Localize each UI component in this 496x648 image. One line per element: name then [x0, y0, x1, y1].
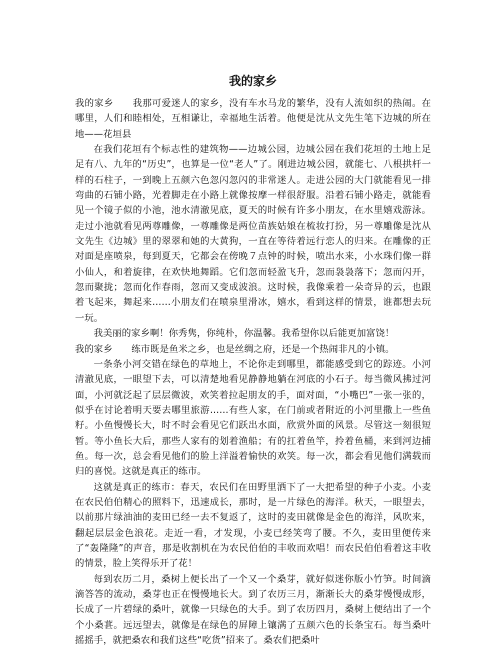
paragraph: 在我们花垣有个标志性的建筑物——边城公园，边城公园在我们花垣的土地上足足有八、九年的“历史”，也算是一位“老人”了。刚进边城公园，就能七、八根拱杆一样的石柱子，一到晚上五颜六色忽闪忽闪的非常迷人。走进公园的大门就能看见一排弯曲的石铺小路，光着脚走在小路上就像按摩一样很舒服。沿着石铺小路走，就能看见一个镜子似的小池，池水清澈见底，夏天的时候有许多小朋友，在水里嬉戏游泳。走过小池就看见两尊雕像，一尊雕像是两位苗族姑娘在梳妆打扮，另一尊雕像是沈从文先生《边城》里的翠翠和她的大黄狗，一直在等待着远行恋人的归来。在雕像的正对面是座喷泉，每到夏天，它都会在傍晚７点钟的时候，喷出水来，小水珠们像一群小仙人，和着旋律，在欢快地舞蹈。它们忽而轻盈飞升，忽而袅袅落下；忽而闪开，忽而聚拢；忽而化作春雨，忽而又变成波浪。这时候，我像乘着一朵奇异的云，也跟着飞起来，舞起来……小朋友们在喷泉里滑冰，嬉水，看到这样的情景，谁都想去玩一玩。 [75, 144, 431, 324]
paragraph: 我的家乡 练市既是鱼米之乡，也是丝绸之府，还是一个热闹非凡的小镇。 [75, 343, 395, 355]
paragraph: 我的家乡 我那可爱迷人的家乡，没有车水马龙的繁华，没有人流如织的热闹。在哪里，人们和睦相处，互相谦让，幸福地生活着。他便是沈从文先生笔下边城的所在地——花垣县 [75, 98, 431, 140]
paragraph: 我美丽的家乡啊！你秀隽，你纯朴，你温馨。我希望你以后能更加富饶！ [93, 328, 395, 340]
paragraph: 这就是真正的练市：春天，农民们在田野里洒下了一大把希望的种子小麦。小麦在农民伯伯精心的照料下，迅速成长，那时，是一片绿色的海洋。秋天，一眼望去，以前那片绿油油的麦田已经一去不复返了，这时的麦田就像是金色的海洋，风吹来，翻起层层金色浪花。走近一看，才发现，小麦已经笑弯了腰。不久，麦田里便传来了“轰隆隆”的声音，那是收割机在为农民伯伯的丰收而欢唱！而农民伯伯看着这丰收的情景，脸上笑得乐开了花！ [75, 481, 431, 570]
paragraph: 一条条小河交错在绿色的草地上，不论你走到哪里，都能感受到它的踪迹。小河清澈见底，一眼望下去，可以清楚地看见静静地躺在河底的小石子。每当微风拂过河面，小河就泛起了层层微波，欢笑着拉起朋友的手，面对面，“小嘴巴”一张一张的，似乎在讨论着明天要去哪里旅游……有些人家，在门前或者附近的小河里撒上一些鱼籽。小鱼慢慢长大，时不时会看见它们跃出水面，欣赏外面的风景。尽管这一刻很短暂。等小鱼长大后，那些人家有的划着渔船；有的扛着鱼竿，拎着鱼桶，来到河边捕鱼。每一次，总会看见他们的脸上洋溢着愉快的欢笑。每一次，都会看见他们满载而归的喜悦。这就是真正的练市。 [75, 358, 431, 478]
document-body [75, 96, 431, 648]
paragraph: 每到农历二月，桑树上便长出了一个又一个桑芽，就好似迷你版小竹笋。时间滴滴答答的流动，桑芽也正在慢慢地长大。到了农历三月，渐渐长大的桑芽慢慢成形，长成了一片碧绿的桑叶，就像一只绿色的大手。到了农历四月，桑树上便结出了一个个小桑葚。远远望去，就像是在绿色的屏障上镶满了五颜六色的长条宝石。每当桑叶摇摇手，就把桑农和我们这些“吃货”招来了。桑农们把桑叶 [75, 573, 431, 647]
document-title: 我的家乡 [228, 74, 277, 88]
